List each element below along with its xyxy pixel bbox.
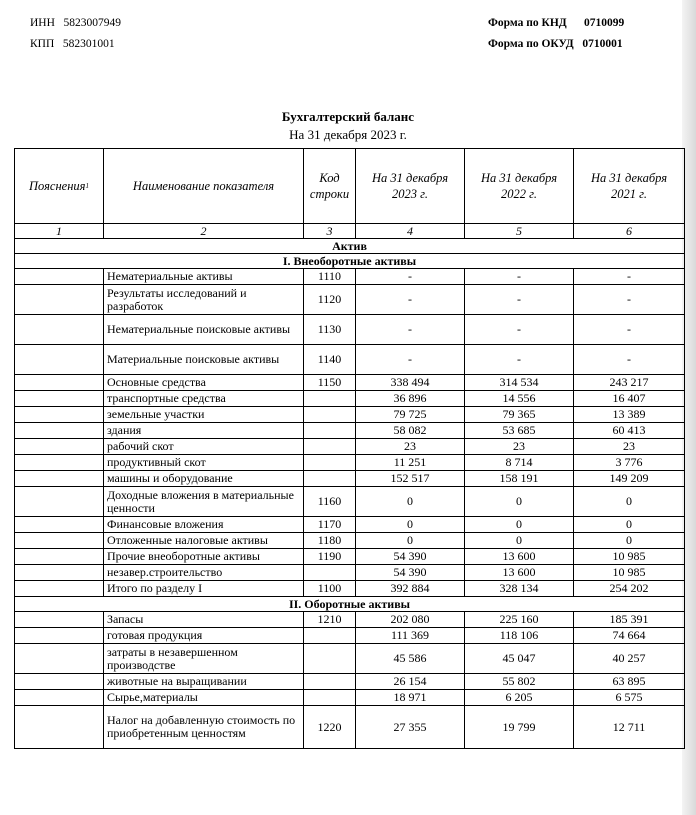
table-row <box>15 674 685 690</box>
table-row <box>15 391 685 407</box>
value-2023: 18 971 <box>356 690 465 706</box>
value-2021: 10 985 <box>574 565 685 581</box>
value-2022: 158 191 <box>465 471 574 487</box>
notes-cell <box>15 487 104 517</box>
inn-value: 5823007949 <box>63 17 122 29</box>
row-code: 1170 <box>304 517 356 533</box>
okud-label: Форма по ОКУД <box>488 38 574 50</box>
value-2023: 152 517 <box>356 471 465 487</box>
value-2021: 149 209 <box>574 471 685 487</box>
value-2021: - <box>574 285 685 315</box>
value-2022: 23 <box>465 439 574 455</box>
value-2022: 13 600 <box>465 549 574 565</box>
table-row <box>15 706 685 749</box>
table-row <box>15 315 685 345</box>
notes-cell <box>15 533 104 549</box>
value-2023: 27 355 <box>356 706 465 749</box>
knd-value: 0710099 <box>583 17 625 29</box>
value-2023: 0 <box>356 517 465 533</box>
row-code: 1130 <box>304 315 356 345</box>
col-header-name: Наименование показателя <box>104 149 304 224</box>
value-2023: 338 494 <box>356 375 465 391</box>
notes-cell <box>15 517 104 533</box>
row-code <box>304 471 356 487</box>
table-row <box>15 690 685 706</box>
col-number: 3 <box>304 224 356 239</box>
value-2023: 0 <box>356 533 465 549</box>
value-2023: 36 896 <box>356 391 465 407</box>
value-2023: - <box>356 345 465 375</box>
value-2022: - <box>465 285 574 315</box>
row-code <box>304 407 356 423</box>
row-code: 1140 <box>304 345 356 375</box>
notes-cell <box>15 285 104 315</box>
col-number: 4 <box>356 224 465 239</box>
row-name: Нематериальные поисковые активы <box>104 315 304 345</box>
col-number: 2 <box>104 224 304 239</box>
row-code <box>304 391 356 407</box>
section-heading-aktiv: Актив <box>15 239 685 254</box>
document-subtitle: На 31 декабря 2023 г. <box>289 127 407 142</box>
value-2021: 0 <box>574 533 685 549</box>
col-header-2021: На 31 декабря 2021 г. <box>574 149 685 224</box>
table-row <box>15 439 685 455</box>
row-name: Основные средства <box>104 375 304 391</box>
row-name: земельные участки <box>104 407 304 423</box>
row-name: Запасы <box>104 612 304 628</box>
column-numbers-row <box>15 224 685 239</box>
row-name: Материальные поисковые активы <box>104 345 304 375</box>
value-2022: 8 714 <box>465 455 574 471</box>
value-2022: 118 106 <box>465 628 574 644</box>
kpp-line <box>30 38 115 50</box>
row-name: Сырье,материалы <box>104 690 304 706</box>
table-row <box>15 269 685 285</box>
value-2021: - <box>574 345 685 375</box>
value-2021: 12 711 <box>574 706 685 749</box>
okud-value: 0710001 <box>582 38 623 50</box>
notes-cell <box>15 690 104 706</box>
notes-cell <box>15 549 104 565</box>
value-2022: - <box>465 269 574 285</box>
value-2021: 10 985 <box>574 549 685 565</box>
value-2023: 202 080 <box>356 612 465 628</box>
value-2022: 0 <box>465 533 574 549</box>
value-2021: 63 895 <box>574 674 685 690</box>
value-2022: 0 <box>465 517 574 533</box>
table-row <box>15 407 685 423</box>
value-2022: 0 <box>465 487 574 517</box>
value-2021: 6 575 <box>574 690 685 706</box>
table-row <box>15 628 685 644</box>
value-2023: 79 725 <box>356 407 465 423</box>
row-code: 1100 <box>304 581 356 597</box>
notes-cell <box>15 455 104 471</box>
value-2023: 0 <box>356 487 465 517</box>
row-code: 1220 <box>304 706 356 749</box>
value-2021: 60 413 <box>574 423 685 439</box>
table-row <box>15 345 685 375</box>
value-2021: 40 257 <box>574 644 685 674</box>
table-row <box>15 549 685 565</box>
knd-line <box>488 17 624 29</box>
row-code: 1160 <box>304 487 356 517</box>
row-name: затраты в незавершенном производстве <box>104 644 304 674</box>
row-code <box>304 439 356 455</box>
notes-cell <box>15 315 104 345</box>
row-name: Итого по разделу I <box>104 581 304 597</box>
row-name: машины и оборудование <box>104 471 304 487</box>
table-row <box>15 455 685 471</box>
row-code <box>304 674 356 690</box>
value-2021: 243 217 <box>574 375 685 391</box>
notes-cell <box>15 269 104 285</box>
value-2023: - <box>356 315 465 345</box>
kpp-label: КПП <box>30 38 55 50</box>
value-2021: - <box>574 315 685 345</box>
value-2023: 54 390 <box>356 565 465 581</box>
table-row <box>15 423 685 439</box>
col-header-code: Код строки <box>304 149 356 224</box>
table-row <box>15 612 685 628</box>
notes-cell <box>15 644 104 674</box>
notes-cell <box>15 471 104 487</box>
row-code: 1210 <box>304 612 356 628</box>
row-name: незавер.строительство <box>104 565 304 581</box>
value-2022: 55 802 <box>465 674 574 690</box>
value-2022: 45 047 <box>465 644 574 674</box>
value-2021: 16 407 <box>574 391 685 407</box>
document-title: Бухгалтерский баланс <box>281 109 415 124</box>
value-2021: 74 664 <box>574 628 685 644</box>
table-row <box>15 487 685 517</box>
value-2023: 45 586 <box>356 644 465 674</box>
row-code: 1180 <box>304 533 356 549</box>
col-number: 6 <box>574 224 685 239</box>
value-2021: 185 391 <box>574 612 685 628</box>
col-number: 1 <box>15 224 104 239</box>
table-row <box>15 581 685 597</box>
notes-cell <box>15 423 104 439</box>
row-name: Нематериальные активы <box>104 269 304 285</box>
okud-line <box>488 38 623 50</box>
value-2023: 26 154 <box>356 674 465 690</box>
value-2022: 19 799 <box>465 706 574 749</box>
notes-cell <box>15 628 104 644</box>
notes-cell <box>15 375 104 391</box>
value-2022: 53 685 <box>465 423 574 439</box>
value-2021: 0 <box>574 487 685 517</box>
notes-cell <box>15 706 104 749</box>
row-name: Результаты исследований и разработок <box>104 285 304 315</box>
table-row <box>15 644 685 674</box>
value-2023: - <box>356 285 465 315</box>
value-2023: - <box>356 269 465 285</box>
section-heading-current: II. Оборотные активы <box>15 597 685 612</box>
value-2022: 314 534 <box>465 375 574 391</box>
row-code <box>304 690 356 706</box>
row-code <box>304 565 356 581</box>
value-2021: 0 <box>574 517 685 533</box>
notes-cell <box>15 565 104 581</box>
notes-cell <box>15 407 104 423</box>
value-2022: - <box>465 315 574 345</box>
row-name: здания <box>104 423 304 439</box>
value-2022: 14 556 <box>465 391 574 407</box>
table-row <box>15 565 685 581</box>
knd-label: Форма по КНД <box>488 17 567 29</box>
notes-cell <box>15 345 104 375</box>
notes-cell <box>15 581 104 597</box>
row-code: 1150 <box>304 375 356 391</box>
balance-table <box>14 148 685 749</box>
value-2022: 79 365 <box>465 407 574 423</box>
section-heading-noncurrent: I. Внеоборотные активы <box>15 254 685 269</box>
row-name: рабочий скот <box>104 439 304 455</box>
value-2022: 225 160 <box>465 612 574 628</box>
table-row <box>15 375 685 391</box>
col-number: 5 <box>465 224 574 239</box>
value-2023: 54 390 <box>356 549 465 565</box>
inn-label: ИНН <box>30 17 55 29</box>
col-header-2022: На 31 декабря 2022 г. <box>465 149 574 224</box>
value-2023: 58 082 <box>356 423 465 439</box>
notes-cell <box>15 612 104 628</box>
row-code: 1190 <box>304 549 356 565</box>
row-name: транспортные средства <box>104 391 304 407</box>
value-2021: - <box>574 269 685 285</box>
value-2022: - <box>465 345 574 375</box>
value-2021: 3 776 <box>574 455 685 471</box>
table-row <box>15 285 685 315</box>
inn-line <box>30 17 121 29</box>
value-2022: 13 600 <box>465 565 574 581</box>
row-code: 1110 <box>304 269 356 285</box>
col-header-2023: На 31 декабря 2023 г. <box>356 149 465 224</box>
row-name: животные на выращивании <box>104 674 304 690</box>
row-name: Доходные вложения в материальные ценности <box>104 487 304 517</box>
table-row <box>15 471 685 487</box>
row-name: продуктивный скот <box>104 455 304 471</box>
notes-cell <box>15 391 104 407</box>
row-code <box>304 423 356 439</box>
table-row <box>15 517 685 533</box>
value-2023: 11 251 <box>356 455 465 471</box>
row-name: Отложенные налоговые активы <box>104 533 304 549</box>
value-2022: 328 134 <box>465 581 574 597</box>
row-code <box>304 628 356 644</box>
table-row <box>15 533 685 549</box>
value-2023: 23 <box>356 439 465 455</box>
value-2022: 6 205 <box>465 690 574 706</box>
row-name: Прочие внеоборотные активы <box>104 549 304 565</box>
value-2021: 254 202 <box>574 581 685 597</box>
row-name: Налог на добавленную стоимость по приобретенным ценностям <box>104 706 304 749</box>
value-2023: 392 884 <box>356 581 465 597</box>
kpp-value: 582301001 <box>62 38 115 50</box>
value-2023: 111 369 <box>356 628 465 644</box>
value-2021: 13 389 <box>574 407 685 423</box>
col-header-notes: Пояснения$^1$ <box>15 149 104 224</box>
row-code: 1120 <box>304 285 356 315</box>
value-2021: 23 <box>574 439 685 455</box>
row-name: Финансовые вложения <box>104 517 304 533</box>
notes-cell <box>15 674 104 690</box>
row-code <box>304 644 356 674</box>
row-name: готовая продукция <box>104 628 304 644</box>
notes-cell <box>15 439 104 455</box>
row-code <box>304 455 356 471</box>
